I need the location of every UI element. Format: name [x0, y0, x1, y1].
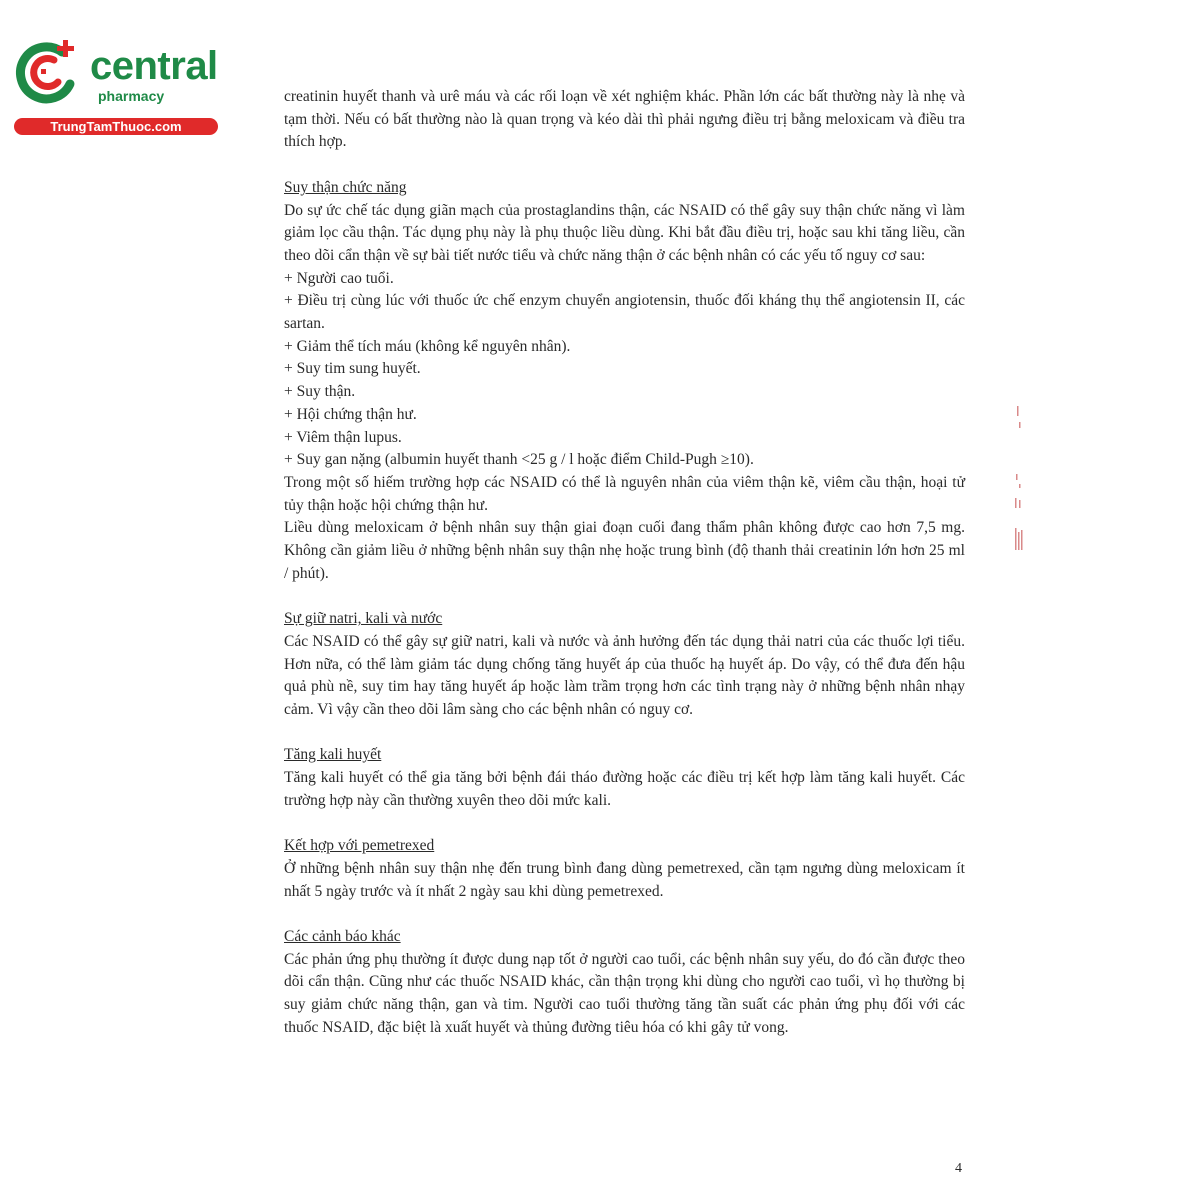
paragraph: Liều dùng meloxicam ở bệnh nhân suy thận giai đoạn cuối đang thẩm phân không được cao hơn 7,5 mg. Không cần giảm liều ở những bệnh nhân suy thận nhẹ hoặc trung bình (độ thanh thải creatinin lớn hơn 25 ml / phút). — [284, 519, 965, 582]
document-body — [284, 86, 965, 1039]
section-heading-renal-function: Suy thận chức năng — [284, 178, 407, 196]
paragraph: Trong một số hiếm trường hợp các NSAID có thể là nguyên nhân của viêm thận kẽ, viêm cầu thận, hoại tử tủy thận hoặc hội chứng thận hư. — [284, 473, 965, 514]
risk-factor-item: + Suy tim sung huyết. — [284, 360, 421, 378]
intro-paragraph: creatinin huyết thanh và urê máu và các rối loạn về xét nghiệm khác. Phần lớn các bất thường này là nhẹ và tạm thời. Nếu có bất thường nào là quan trọng và kéo dài thì phải ngưng điều trị bằng meloxicam và điều tra thích hợp. — [284, 88, 965, 151]
page-number: 4 — [955, 1161, 962, 1176]
paragraph: Do sự ức chế tác dụng giãn mạch của prostaglandins thận, các NSAID có thể gây suy thận chức năng vì làm giảm lọc cầu thận. Tác dụng phụ này là phụ thuộc liều dùng. Khi bắt đầu điều trị, hoặc sau khi tăng liều, cần theo dõi cẩn thận về sự bài tiết nước tiểu và chức năng thận ở các bệnh nhân có các yếu tố nguy cơ sau: — [284, 201, 965, 264]
paragraph: Tăng kali huyết có thể gia tăng bởi bệnh đái tháo đường hoặc các điều trị kết hợp làm tăng kali huyết. Các trường hợp này cần thường xuyên theo dõi mức kali. — [284, 769, 965, 809]
risk-factor-item: + Người cao tuổi. — [284, 269, 394, 287]
central-pharmacy-logo — [10, 38, 218, 138]
logo-name: central — [90, 44, 218, 88]
pharmacy-logo-icon — [10, 38, 80, 108]
risk-factor-item: + Giảm thể tích máu (không kể nguyên nhân). — [284, 337, 571, 355]
section-heading-hyperkalemia: Tăng kali huyết — [284, 746, 382, 764]
risk-factor-item: + Hội chứng thận hư. — [284, 405, 417, 423]
logo-url-badge: TrungTamThuoc.com — [14, 118, 218, 135]
paragraph: Ở những bệnh nhân suy thận nhẹ đến trung bình đang dùng pemetrexed, cần tạm ngưng dùng meloxicam ít nhất 5 ngày trước và ít nhất 2 ngày sau khi dùng pemetrexed. — [284, 859, 965, 900]
logo-subtitle: pharmacy — [98, 88, 165, 104]
section-heading-other-warnings: Các cảnh báo khác — [284, 927, 401, 945]
risk-factor-item: + Điều trị cùng lúc với thuốc ức chế enzym chuyển angiotensin, thuốc đối kháng thụ thể angiotensin II, các sartan. — [284, 292, 965, 333]
section-heading-pemetrexed: Kết hợp với pemetrexed — [284, 837, 435, 855]
paragraph: Các NSAID có thể gây sự giữ natri, kali và nước và ảnh hưởng đến tác dụng thải natri của các thuốc lợi tiểu. Hơn nữa, có thể làm giảm tác dụng chống tăng huyết áp của thuốc hạ huyết áp. Do vậy, có thể đưa đến hậu quả phù nề, suy tim hay tăng huyết áp hoặc làm trầm trọng hơn các tình trạng này ở những bệnh nhân nhạy cảm. Vì vậy cần theo dõi lâm sàng cho các bệnh nhân có nguy cơ. — [284, 632, 965, 718]
risk-factor-item: + Viêm thận lupus. — [284, 428, 402, 446]
paragraph: Các phản ứng phụ thường ít được dung nạp tốt ở người cao tuổi, các bệnh nhân suy yếu, do đó cần được theo dõi cẩn thận. Cũng như các thuốc NSAID khác, cần thận trọng khi dùng cho người cao tuổi, vì họ thường bị suy giảm chức năng thận, gan và tim. Người cao tuổi thường tăng tần suất các phản ứng phụ đối với các thuốc NSAID, đặc biệt là xuất huyết và thủng đường tiêu hóa có khi gây tử vong. — [284, 950, 965, 1036]
risk-factor-item: + Suy thận. — [284, 383, 356, 401]
section-heading-sodium-retention: Sự giữ natri, kali và nước — [284, 610, 443, 628]
risk-factor-item: + Suy gan nặng (albumin huyết thanh <25 g / l hoặc điểm Child-Pugh ≥10). — [284, 451, 754, 469]
margin-stamp-marks — [1010, 400, 1026, 560]
